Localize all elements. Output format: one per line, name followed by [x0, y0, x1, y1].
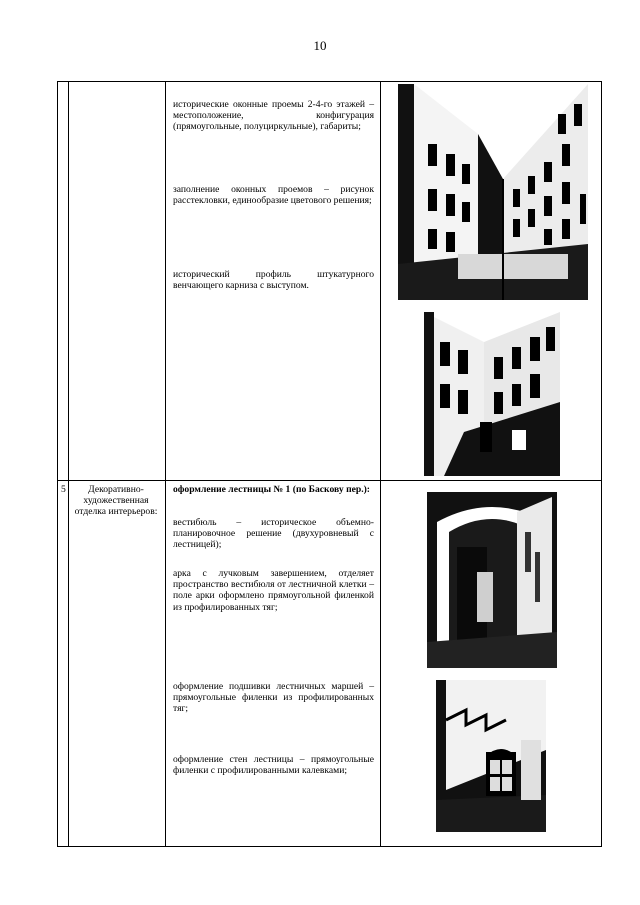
row2-item-stair-soffit: оформление подшивки лестничных маршей – прямоугольные филенки из профилированных тяг; [173, 681, 374, 715]
row-number: 5 [61, 484, 66, 495]
row1-item-window-fillings: заполнение оконных проемов – рисунок расстекловки, единообразие цветового решения; [173, 184, 374, 207]
col-border-2 [165, 81, 166, 847]
col-border-left [57, 81, 58, 847]
row1-item-cornice: исторический профиль штукатурного венчающего карниза с выступом. [173, 269, 374, 292]
courtyard-corner-photo [424, 312, 560, 476]
row2-item-arch: арка с лучковым завершением, отделяет пространство вестибюля от лестничной клетки – поле арки оформлено прямоугольной филенкой из профилированных тяг; [173, 568, 374, 613]
row-category: Декоративно-художественная отделка интерьеров: [74, 484, 158, 518]
col-border-right [601, 81, 602, 847]
col-border-1 [68, 81, 69, 847]
row2-heading: оформление лестницы № 1 (по Баскову пер.): [173, 484, 370, 495]
page-number: 10 [313, 38, 327, 53]
table-bottom-border [57, 846, 602, 847]
col-border-3 [380, 81, 381, 847]
courtyard-facade-photo [398, 84, 588, 300]
row2-item-stair-walls: оформление стен лестницы – прямоугольные филенки с профилированными калевками; [173, 754, 374, 777]
vestibule-arch-photo [427, 492, 557, 668]
staircase-window-photo [436, 680, 546, 832]
row-divider [57, 480, 602, 481]
table-top-border [57, 81, 602, 82]
row1-item-window-openings: исторические оконные проемы 2-4-го этажей – местоположение, конфигурация (прямоугольные, полуциркульные), габариты; [173, 99, 374, 133]
row2-item-vestibule: вестибюль – историческое объемно-планировочное решение (двухуровневый с лестницей); [173, 517, 374, 551]
